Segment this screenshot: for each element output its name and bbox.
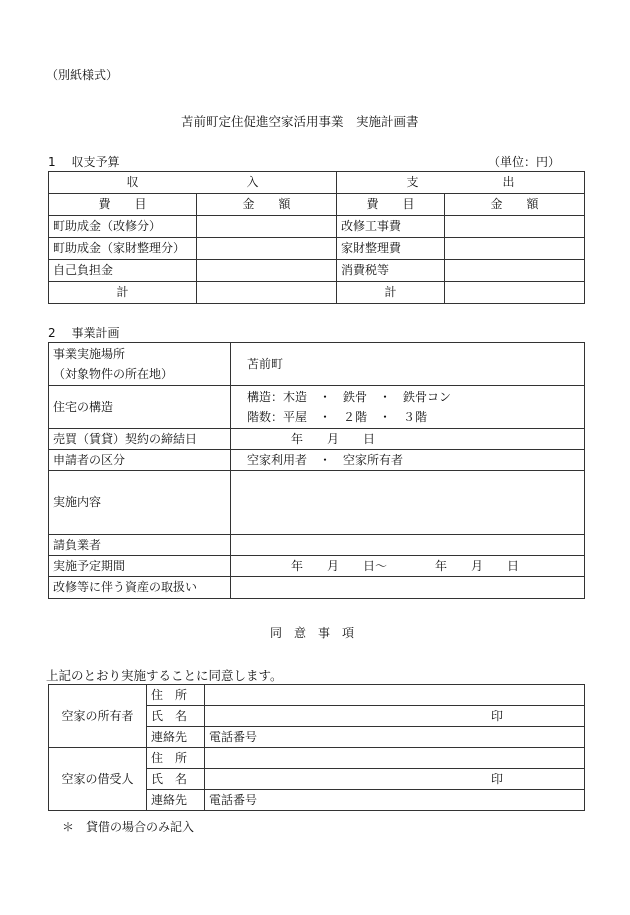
expense-amount-cell[interactable] [445, 216, 585, 238]
expense-amount-cell[interactable] [445, 238, 585, 260]
consent-table [48, 684, 585, 811]
floor-count-options[interactable]: 階数：平屋 ・ ２階 ・ ３階 [247, 410, 428, 424]
expense-amount-cell[interactable] [445, 260, 585, 282]
income-amount-header: 金 額 [197, 194, 337, 216]
expense-row: 改修工事費 [337, 216, 445, 238]
location-label [49, 343, 231, 386]
owner-name-label: 氏 名 [147, 706, 205, 727]
income-item-header: 費 目 [49, 194, 197, 216]
income-total-label: 計 [49, 282, 197, 304]
unit-label: （単位：円） [488, 155, 561, 169]
content-label: 実施内容 [49, 471, 231, 535]
owner-phone-field[interactable]: 電話番号 [205, 727, 585, 748]
consent-statement: 上記のとおり実施することに同意します。 [46, 668, 283, 683]
structure-type-options[interactable]: 構造：木造 ・ 鉄骨 ・ 鉄骨コン [247, 389, 452, 404]
borrower-address-field[interactable] [205, 748, 585, 769]
contractor-label: 請負業者 [49, 535, 231, 556]
income-total-cell[interactable] [197, 282, 337, 304]
structure-label: 住宅の構造 [49, 386, 231, 429]
owner-address-label: 住 所 [147, 685, 205, 706]
income-amount-cell[interactable] [197, 238, 337, 260]
form-label: （別紙様式） [46, 68, 119, 82]
section1-heading: 1 収支予算 [48, 155, 120, 169]
period-value[interactable]: 年 月 日～ 年 月 日 [231, 556, 585, 577]
structure-value[interactable] [231, 386, 585, 429]
owner-contact-label: 連絡先 [147, 727, 205, 748]
expense-row: 家財整理費 [337, 238, 445, 260]
expense-amount-header: 金 額 [445, 194, 585, 216]
location-label-line1: 事業実施場所 [53, 346, 126, 361]
expense-total-cell[interactable] [445, 282, 585, 304]
plan-table [48, 342, 585, 599]
consent-heading: 同 意 事 項 [270, 626, 355, 640]
seal-mark: 印 [491, 708, 504, 723]
content-field[interactable] [231, 471, 585, 535]
expense-row: 消費税等 [337, 260, 445, 282]
expense-total-label: 計 [337, 282, 445, 304]
income-header: 収 入 [49, 172, 337, 194]
contractor-field[interactable] [231, 535, 585, 556]
income-row: 自己負担金 [49, 260, 197, 282]
contract-date-value[interactable]: 年 月 日 [231, 429, 585, 450]
income-row: 町助成金（家財整理分） [49, 238, 197, 260]
owner-label: 空家の所有者 [49, 685, 147, 748]
asset-handling-field[interactable] [231, 577, 585, 599]
seal-mark: 印 [491, 771, 504, 786]
rental-note: ＊ 貸借の場合のみ記入 [62, 820, 195, 834]
borrower-contact-label: 連絡先 [147, 790, 205, 811]
applicant-type-label: 申請者の区分 [49, 450, 231, 471]
borrower-address-label: 住 所 [147, 748, 205, 769]
borrower-name-label: 氏 名 [147, 769, 205, 790]
borrower-phone-field[interactable]: 電話番号 [205, 790, 585, 811]
income-amount-cell[interactable] [197, 260, 337, 282]
asset-handling-label: 改修等に伴う資産の取扱い [49, 577, 231, 599]
owner-name-field[interactable] [205, 706, 585, 727]
location-value[interactable]: 苫前町 [231, 343, 585, 386]
borrower-name-field[interactable] [205, 769, 585, 790]
income-row: 町助成金（改修分） [49, 216, 197, 238]
location-label-line2: （対象物件の所在地） [53, 367, 174, 381]
income-amount-cell[interactable] [197, 216, 337, 238]
period-label: 実施予定期間 [49, 556, 231, 577]
borrower-label: 空家の借受人 [49, 748, 147, 811]
budget-table [48, 171, 585, 304]
expense-header: 支 出 [337, 172, 585, 194]
section2-heading: 2 事業計画 [48, 326, 120, 340]
expense-item-header: 費 目 [337, 194, 445, 216]
owner-address-field[interactable] [205, 685, 585, 706]
contract-date-label: 売買（賃貸）契約の締結日 [49, 429, 231, 450]
applicant-type-options[interactable]: 空家利用者 ・ 空家所有者 [231, 450, 585, 471]
page-title: 苫前町定住促進空家活用事業 実施計画書 [181, 114, 419, 129]
